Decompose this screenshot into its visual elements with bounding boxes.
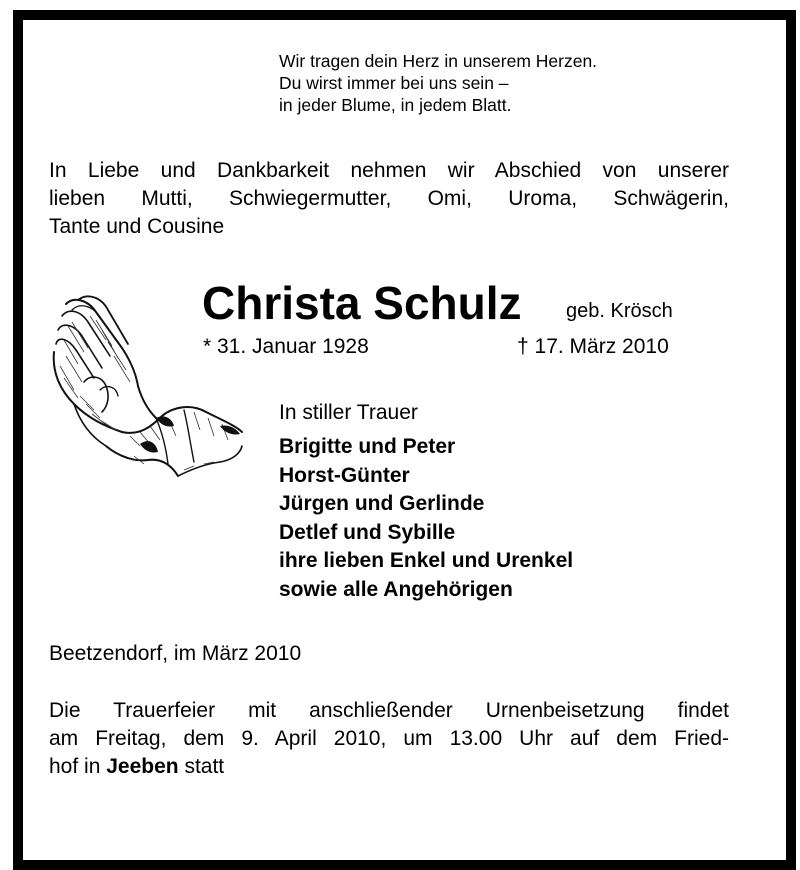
verse (279, 50, 597, 116)
mourner-name: Jürgen und Gerlinde (279, 492, 485, 515)
verse-line: in jeder Blume, in jedem Blatt. (279, 95, 512, 115)
service-line: am Freitag, dem 9. April 2010, um 13.00 Uhr auf dem Fried- (49, 727, 729, 750)
mourning-heading: In stiller Trauer (279, 401, 418, 424)
service-line3-suffix: statt (184, 755, 225, 778)
intro-paragraph (49, 157, 729, 241)
mourner-name: Brigitte und Peter (279, 435, 456, 458)
mourners-list (279, 433, 573, 604)
service-paragraph (49, 697, 729, 781)
service-line: Die Trauerfeier mit anschließender Urnenbeisetzung findet (49, 699, 729, 722)
service-line (49, 753, 729, 781)
deceased-name: Christa Schulz (202, 277, 522, 329)
service-place: Jeeben (106, 755, 179, 778)
mourner-name: Detlef und Sybille (279, 520, 456, 544)
mourner-name: ihre lieben Enkel und Urenkel (279, 549, 574, 572)
mourner-name: Horst-Günter (279, 463, 410, 487)
maiden-name: geb. Krösch (566, 300, 673, 322)
birth-date: * 31. Januar 1928 (203, 335, 369, 358)
verse-line: Wir tragen dein Herz in unserem Herzen. (279, 51, 598, 71)
intro-line: lieben Mutti, Schwiegermutter, Omi, Uroma, Schwägerin, (49, 187, 729, 210)
death-date: † 17. März 2010 (517, 335, 669, 358)
verse-line: Du wirst immer bei uns sein – (279, 73, 509, 93)
intro-line: In Liebe und Dankbarkeit nehmen wir Abschied von unserer (49, 159, 729, 182)
mourner-name: sowie alle Angehörigen (279, 577, 513, 601)
place-date: Beetzendorf, im März 2010 (49, 642, 302, 665)
intro-line: Tante und Cousine (49, 215, 225, 238)
service-line3-prefix: hof in (49, 755, 101, 778)
